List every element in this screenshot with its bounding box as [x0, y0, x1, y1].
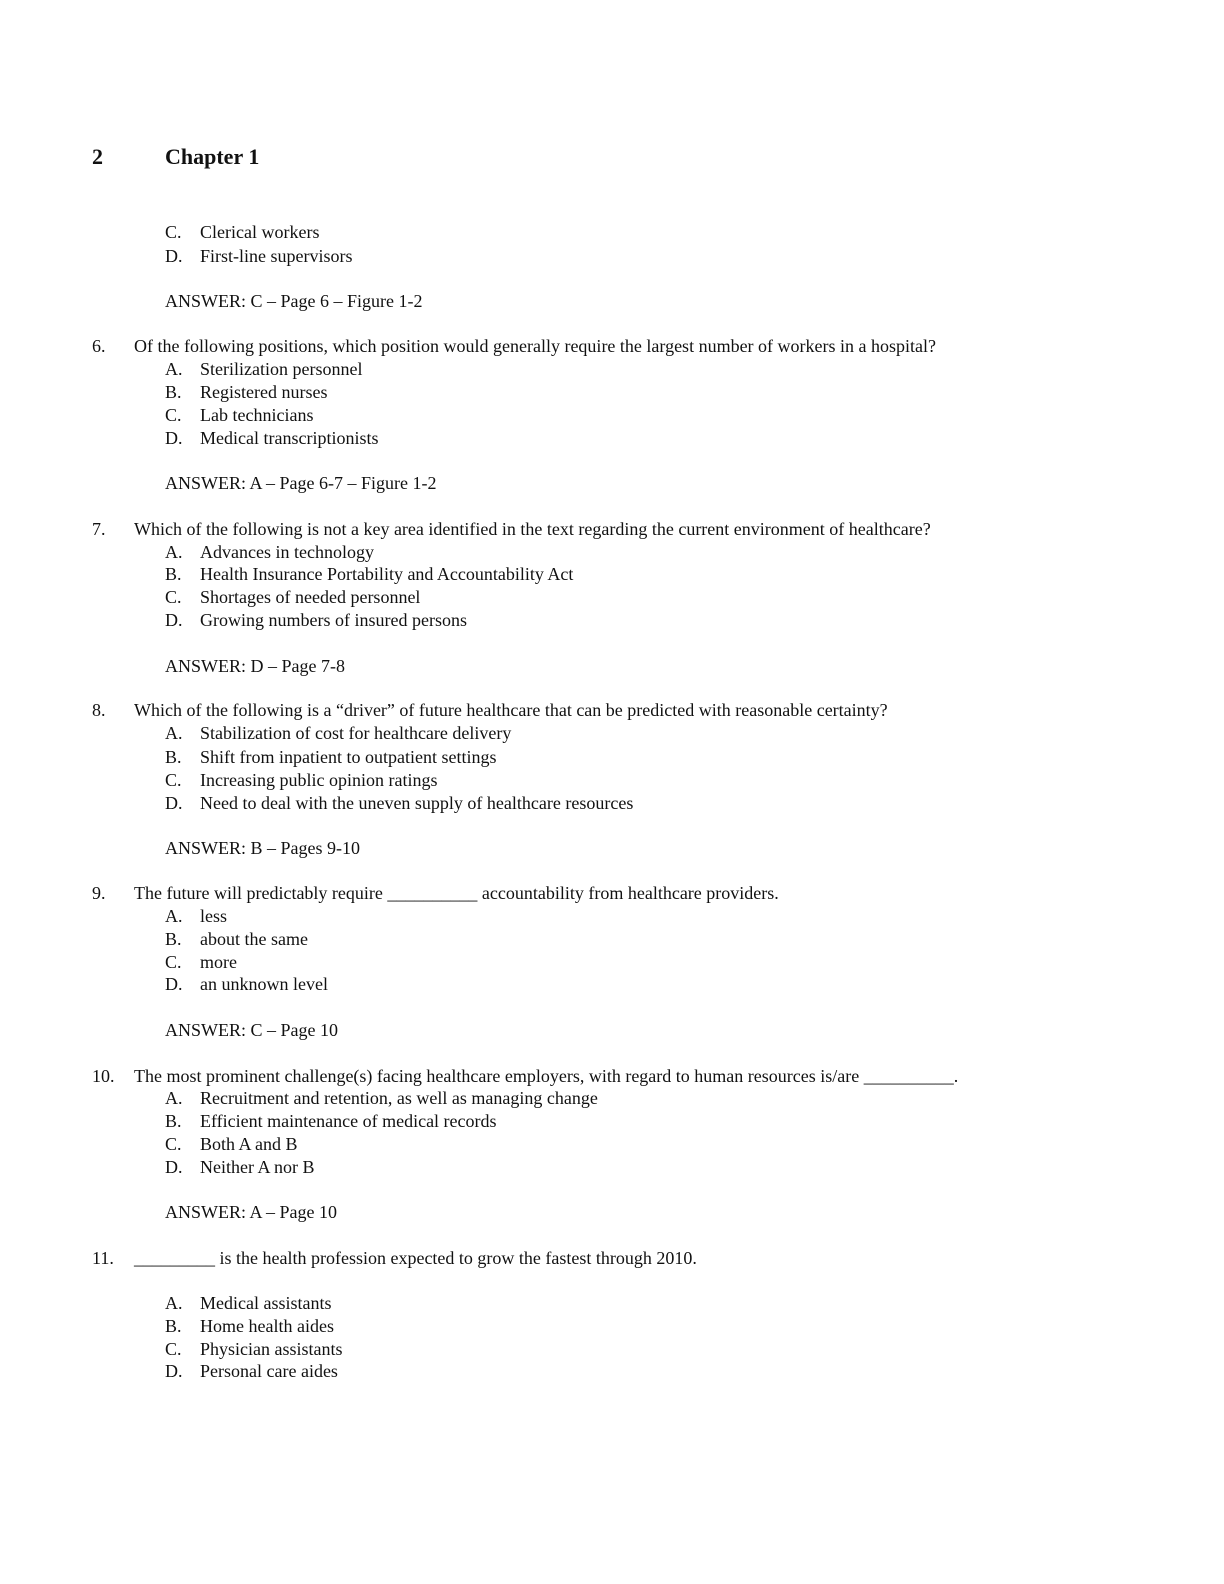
option-letter: A.: [165, 723, 183, 743]
question-number: 8.: [92, 700, 106, 720]
option-text: Advances in technology: [200, 542, 374, 562]
answer-line: ANSWER: C – Page 10: [165, 1020, 338, 1040]
option-letter: D.: [165, 793, 183, 813]
answer-line: ANSWER: C – Page 6 – Figure 1-2: [165, 291, 423, 311]
option-text: Growing numbers of insured persons: [200, 610, 467, 630]
option-letter: C.: [165, 1339, 182, 1359]
option-letter: C.: [165, 222, 182, 242]
option-letter: C.: [165, 587, 182, 607]
option-text: Registered nurses: [200, 382, 328, 402]
option-text: an unknown level: [200, 974, 328, 994]
question-number: 6.: [92, 336, 106, 356]
question-text: Of the following positions, which position would generally require the largest number of workers in a hospital?: [134, 336, 937, 356]
question-text: The most prominent challenge(s) facing healthcare employers, with regard to human resources is/are __________.: [134, 1066, 959, 1086]
answer-line: ANSWER: A – Page 6-7 – Figure 1-2: [165, 473, 437, 493]
option-letter: B.: [165, 564, 182, 584]
option-text: Home health aides: [200, 1316, 334, 1336]
option-letter: C.: [165, 1134, 182, 1154]
option-text: Stabilization of cost for healthcare delivery: [200, 723, 512, 743]
option-text: Both A and B: [200, 1134, 298, 1154]
option-text: Lab technicians: [200, 405, 314, 425]
option-letter: A.: [165, 906, 183, 926]
option-letter: B.: [165, 382, 182, 402]
option-text: Increasing public opinion ratings: [200, 770, 438, 790]
answer-line: ANSWER: B – Pages 9-10: [165, 838, 360, 858]
option-text: First-line supervisors: [200, 246, 353, 266]
option-letter: D.: [165, 1361, 183, 1381]
option-letter: D.: [165, 1157, 183, 1177]
option-text: Clerical workers: [200, 222, 320, 242]
option-letter: A.: [165, 1088, 183, 1108]
option-text: Health Insurance Portability and Accountability Act: [200, 564, 574, 584]
option-letter: D.: [165, 246, 183, 266]
option-letter: B.: [165, 747, 182, 767]
option-text: Medical assistants: [200, 1293, 332, 1313]
question-number: 11.: [92, 1248, 114, 1268]
option-letter: B.: [165, 1316, 182, 1336]
page-number: 2: [92, 144, 103, 169]
option-text: more: [200, 952, 237, 972]
option-letter: C.: [165, 770, 182, 790]
question-number: 7.: [92, 519, 106, 539]
option-letter: A.: [165, 359, 183, 379]
option-text: Shortages of needed personnel: [200, 587, 421, 607]
option-letter: A.: [165, 542, 183, 562]
option-text: Efficient maintenance of medical records: [200, 1111, 497, 1131]
option-text: Medical transcriptionists: [200, 428, 379, 448]
answer-line: ANSWER: A – Page 10: [165, 1202, 338, 1222]
option-text: Shift from inpatient to outpatient settings: [200, 747, 497, 767]
option-text: about the same: [200, 929, 308, 949]
option-letter: C.: [165, 405, 182, 425]
option-letter: C.: [165, 952, 182, 972]
option-letter: D.: [165, 974, 183, 994]
option-text: less: [200, 906, 227, 926]
option-text: Neither A nor B: [200, 1157, 315, 1177]
option-text: Need to deal with the uneven supply of healthcare resources: [200, 793, 634, 813]
option-text: Personal care aides: [200, 1361, 338, 1381]
option-letter: D.: [165, 610, 183, 630]
question-text: Which of the following is a “driver” of future healthcare that can be predicted with reasonable certainty?: [134, 700, 888, 720]
option-letter: B.: [165, 1111, 182, 1131]
question-text: Which of the following is not a key area identified in the text regarding the current environment of healthcare?: [134, 519, 931, 539]
question-number: 10.: [92, 1066, 115, 1086]
option-letter: B.: [165, 929, 182, 949]
option-text: Sterilization personnel: [200, 359, 363, 379]
option-letter: D.: [165, 428, 183, 448]
answer-line: ANSWER: D – Page 7-8: [165, 656, 345, 676]
chapter-title: Chapter 1: [165, 144, 260, 169]
option-text: Physician assistants: [200, 1339, 343, 1359]
question-text: _________ is the health profession expected to grow the fastest through 2010.: [134, 1248, 697, 1268]
option-text: Recruitment and retention, as well as managing change: [200, 1088, 598, 1108]
question-number: 9.: [92, 883, 106, 903]
option-letter: A.: [165, 1293, 183, 1313]
question-text: The future will predictably require __________ accountability from healthcare providers.: [134, 883, 779, 903]
